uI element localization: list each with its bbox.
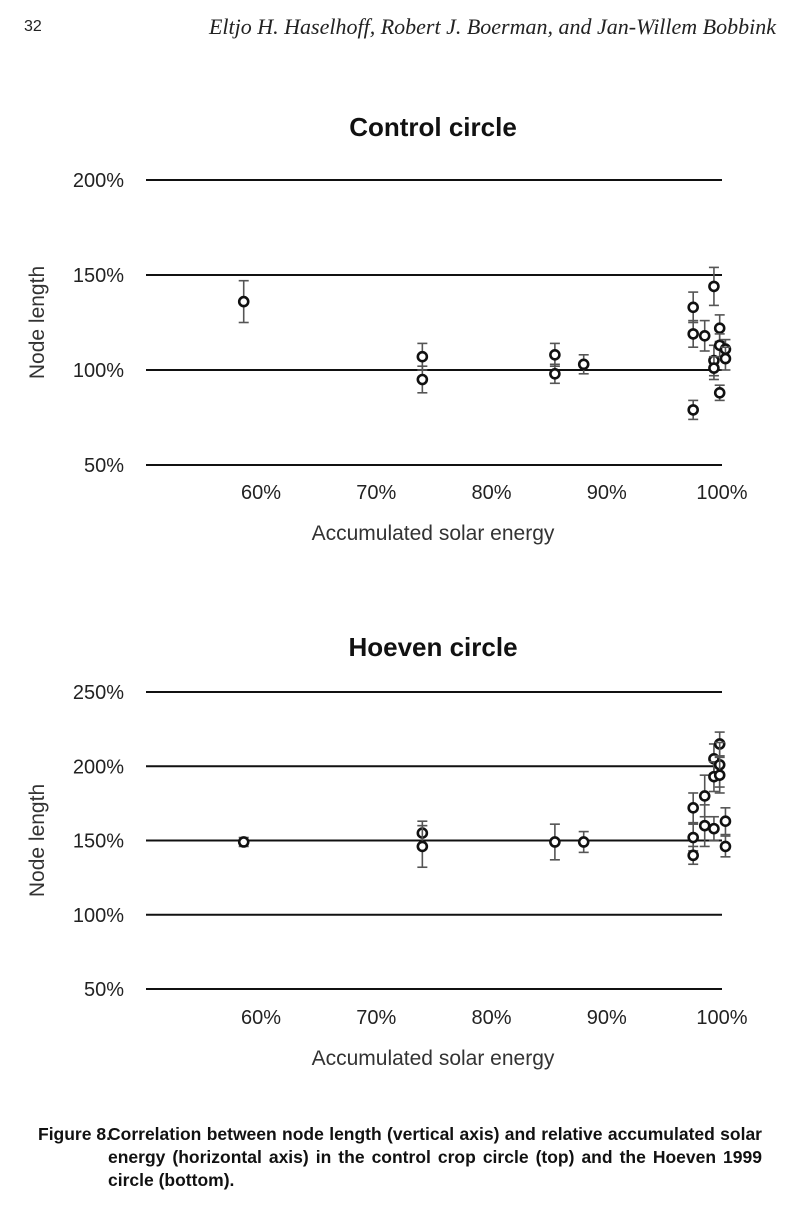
control-data-point [550, 364, 560, 383]
hoeven-data-point [239, 837, 249, 846]
point-marker [689, 851, 698, 860]
point-marker [709, 282, 718, 291]
point-marker [550, 350, 559, 359]
hoeven-x-axis-label: Accumulated solar energy [311, 1047, 555, 1070]
hoeven-x-tick-label: 100% [696, 1007, 748, 1029]
point-marker [715, 388, 724, 397]
control-data-point [688, 292, 698, 322]
control-y-tick-label: 100% [72, 360, 124, 382]
hoeven-data-point [709, 817, 719, 841]
hoeven-circle-plot [0, 612, 800, 1080]
control-chart-title: Control circle [349, 112, 517, 142]
hoeven-y-tick-label: 200% [72, 756, 124, 779]
point-marker [721, 842, 730, 851]
point-marker [689, 833, 698, 842]
hoeven-data-point [550, 824, 560, 860]
control-y-tick-label: 50% [83, 455, 124, 477]
figure-caption-text: Correlation between node length (vertical axis) and relative accumulated solar energy (horizontal axis) in the control crop circle (top) and the Hoeven 1999 circle (bottom). [108, 1124, 762, 1190]
point-marker [715, 771, 724, 780]
control-x-tick-label: 80% [471, 482, 512, 504]
control-y-tick-label: 150% [72, 265, 124, 287]
hoeven-chart-title: Hoeven circle [348, 632, 518, 662]
point-marker [239, 837, 248, 846]
control-data-point [688, 321, 698, 348]
hoeven-x-tick-label: 80% [471, 1007, 512, 1029]
point-marker [239, 297, 248, 306]
point-marker [418, 842, 427, 851]
control-circle-chart [0, 100, 800, 560]
point-marker [709, 364, 718, 373]
hoeven-y-axis-label: Node length [26, 783, 49, 898]
point-marker [689, 329, 698, 338]
control-x-tick-label: 100% [696, 482, 748, 504]
hoeven-data-point [720, 808, 730, 835]
control-x-tick-label: 60% [240, 482, 282, 504]
point-marker [579, 360, 588, 369]
hoeven-x-tick-label: 90% [586, 1007, 627, 1029]
control-data-point [688, 400, 698, 419]
point-marker [721, 817, 730, 826]
control-data-point [715, 385, 725, 400]
point-marker [689, 303, 698, 312]
point-marker [550, 369, 559, 378]
point-marker [709, 824, 718, 833]
figure-caption-label: Figure 8. [38, 1124, 111, 1144]
point-marker [700, 791, 709, 800]
running-header: Eltjo H. Haselhoff, Robert J. Boerman, and Jan-Willem Bobbink [208, 14, 776, 39]
hoeven-circle-chart [0, 612, 800, 1080]
point-marker [689, 803, 698, 812]
hoeven-data-point [720, 836, 730, 857]
point-marker [550, 837, 559, 846]
control-y-tick-label: 200% [72, 170, 124, 192]
point-marker [418, 352, 427, 361]
page-number: 32 [24, 18, 42, 35]
control-x-axis-label: Accumulated solar energy [311, 522, 555, 545]
control-data-point [700, 321, 710, 351]
hoeven-y-tick-label: 50% [83, 979, 124, 1001]
control-x-tick-label: 70% [356, 482, 397, 504]
hoeven-x-tick-label: 70% [356, 1007, 397, 1029]
point-marker [721, 354, 730, 363]
hoeven-y-tick-label: 250% [72, 682, 124, 704]
control-data-point [550, 343, 560, 366]
hoeven-data-point [688, 793, 698, 823]
control-y-axis-label: Node length [26, 265, 49, 380]
point-marker [715, 324, 724, 333]
hoeven-x-tick-label: 60% [240, 1007, 282, 1029]
point-marker [689, 405, 698, 414]
control-circle-plot [0, 100, 800, 560]
control-data-point [239, 281, 249, 323]
control-data-point [709, 267, 719, 305]
hoeven-y-tick-label: 150% [72, 830, 124, 853]
point-marker [700, 331, 709, 340]
hoeven-data-point [688, 846, 698, 864]
figure-caption [38, 1123, 762, 1192]
hoeven-data-point [579, 832, 589, 853]
point-marker [418, 375, 427, 384]
control-x-tick-label: 90% [586, 482, 627, 504]
hoeven-y-tick-label: 100% [72, 904, 124, 927]
point-marker [700, 821, 709, 830]
point-marker [579, 837, 588, 846]
